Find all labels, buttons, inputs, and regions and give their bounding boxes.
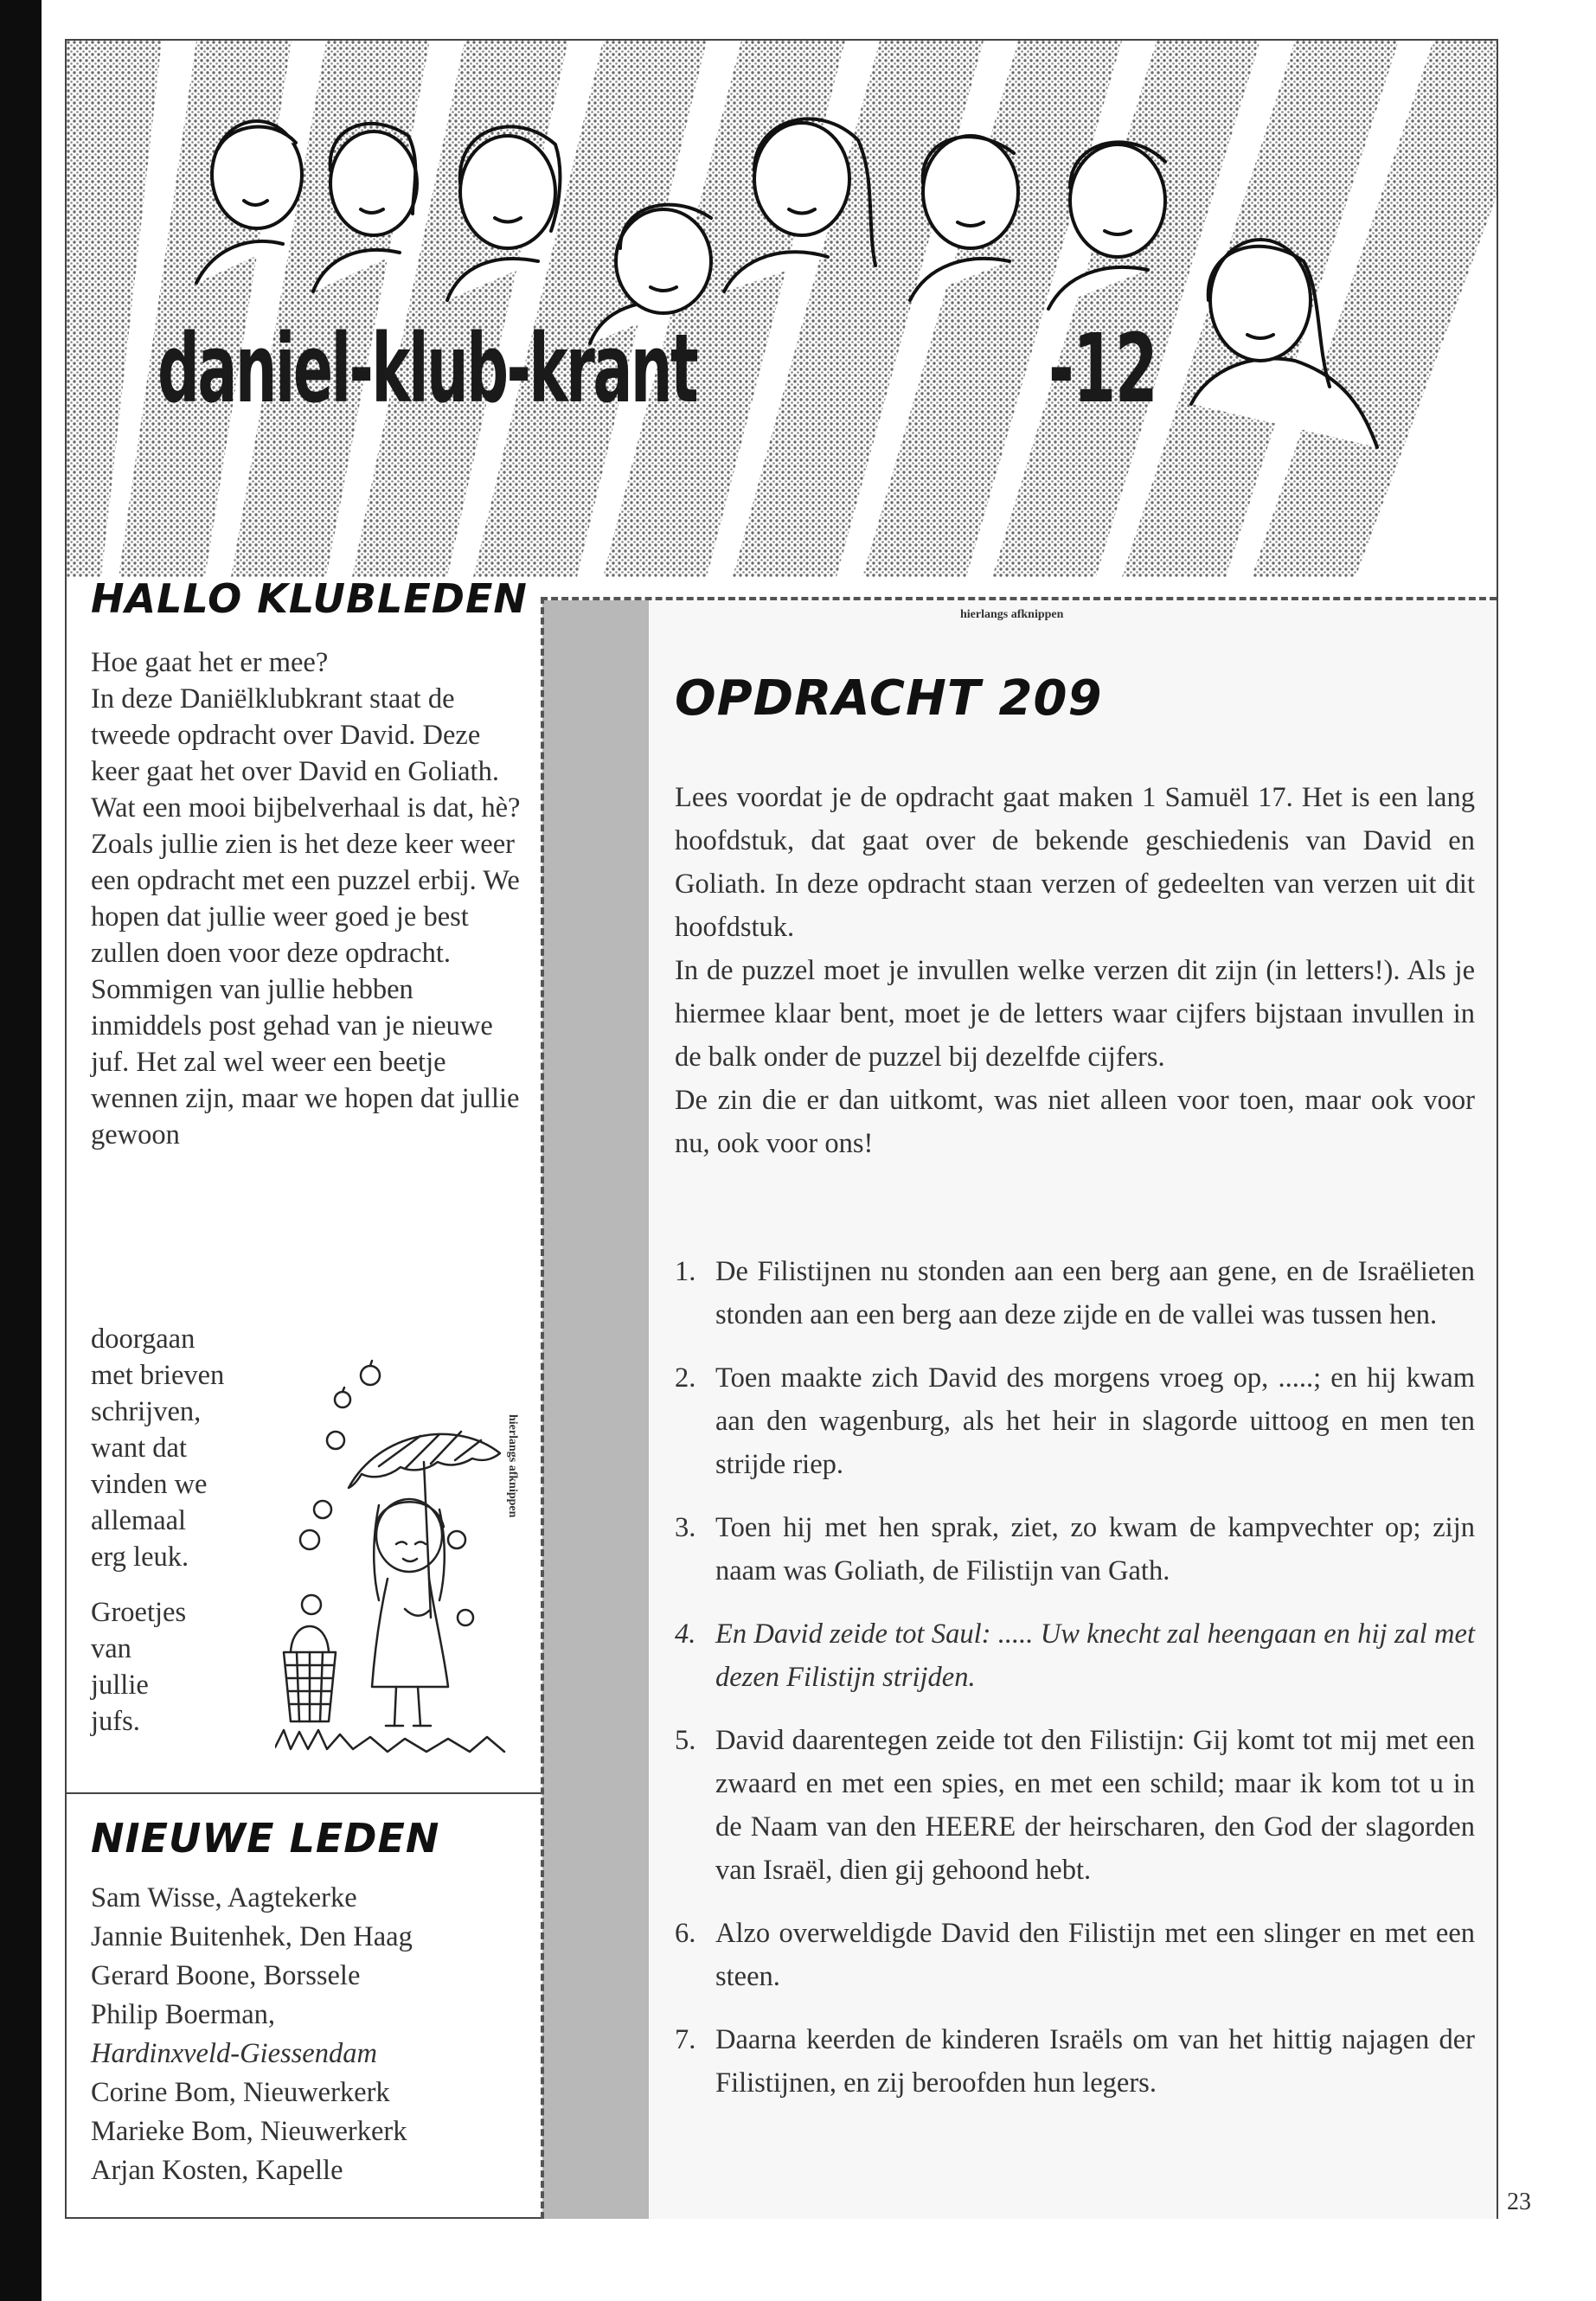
verse-item: [675, 1612, 1475, 1699]
verse-number: 7.: [675, 2024, 696, 2055]
text-line: allemaal: [91, 1505, 187, 1536]
list-item: Corine Bom, Nieuwerkerk: [91, 2077, 390, 2108]
text-line: erg leuk.: [91, 1541, 189, 1573]
welcome-paragraph: Hoe gaat het er mee?: [91, 647, 329, 678]
new-members-list: [91, 1879, 532, 2190]
list-item: Marieke Bom, Nieuwerkerk: [91, 2116, 407, 2147]
cut-label-vertical: hierlangs afknippen: [506, 1414, 519, 1518]
masthead-illustration: [67, 41, 1497, 577]
verse-item: [675, 2018, 1475, 2105]
assignment-intro: [675, 776, 1475, 1165]
welcome-text: [91, 644, 528, 1153]
verse-item: [675, 1506, 1475, 1593]
cut-margin-strip: [542, 600, 649, 2219]
list-item: Gerard Boone, Borssele: [91, 1960, 361, 1991]
page-number: 23: [1507, 2189, 1531, 2215]
assignment-heading: OPDRACHT 209: [675, 670, 1103, 727]
text-line: want dat: [91, 1433, 188, 1464]
greeting-line: van: [91, 1633, 131, 1664]
verse-text: En David zeide tot Saul: ..... Uw knecht zal heengaan en hij zal met dezen Filistijn strijden.: [715, 1618, 1475, 1693]
scan-edge: [0, 0, 42, 2301]
list-item: Arjan Kosten, Kapelle: [91, 2155, 343, 2186]
text-line: met brieven: [91, 1360, 225, 1391]
verse-text: Toen maakte zich David des morgens vroeg op, .....; en hij kwam aan den wagenburg, als het heir in slagorde uittoog en men ten strijde riep.: [715, 1362, 1475, 1480]
masthead-title: daniel-klub-krant: [157, 313, 697, 424]
verse-item: [675, 1912, 1475, 1998]
list-item: Hardinxveld-Giessendam: [91, 2038, 377, 2069]
intro-paragraph: In de puzzel moet je invullen welke verzen dit zijn (in letters!). Als je hiermee klaar bent, moet je de letters waar cijfers bijstaan invullen in de balk onder de puzzel bij dezelfde cijfers.: [675, 955, 1475, 1073]
text-line: doorgaan: [91, 1324, 195, 1355]
greeting: [91, 1594, 264, 1740]
masthead: [67, 41, 1497, 577]
verse-text: Toen hij met hen sprak, ziet, zo kwam de kampvechter op; zijn naam was Goliath, de Filistijn van Gath.: [715, 1512, 1475, 1586]
verse-text: David daarentegen zeide tot den Filistijn: Gij komt tot mij met een zwaard en met een spies, en met een schild; maar ik kom tot u in de Naam van den HEERE der heirscharen, den God der slagorden van Israël, dien gij gehoond hebt.: [715, 1725, 1475, 1886]
list-item: Sam Wisse, Aagtekerke: [91, 1882, 357, 1913]
welcome-heading: HALLO KLUBLEDEN: [91, 575, 528, 622]
welcome-paragraph: Zoals jullie zien is het deze keer weer een opdracht met een puzzel erbij. We hopen dat jullie weer goed je best zullen doen voor deze opdracht.: [91, 829, 520, 969]
welcome-paragraph: Sommigen van jullie hebben inmiddels post gehad van je nieuwe juf. Het zal wel weer een beetje wennen zijn, maar we hopen dat jullie gewoon: [91, 974, 520, 1150]
verse-item: [675, 1719, 1475, 1892]
verse-text: Alzo overweldigde David den Filistijn met een slinger en met een steen.: [715, 1918, 1475, 1992]
greeting-line: Groetjes: [91, 1597, 187, 1628]
cut-line-left: [541, 597, 544, 2219]
section-divider: [67, 1792, 541, 1794]
verse-number: 4.: [675, 1618, 696, 1650]
issue-number: -12: [1048, 313, 1157, 424]
verse-number: 2.: [675, 1362, 696, 1394]
verse-list: [675, 1250, 1475, 2125]
list-item: Jannie Buitenhek, Den Haag: [91, 1921, 413, 1952]
text-line: schrijven,: [91, 1396, 202, 1427]
intro-paragraph: Lees voordat je de opdracht gaat maken 1 Samuël 17. Het is een lang hoofdstuk, dat gaat over de bekende geschiedenis van David en Goliath. In deze opdracht staan verzen of gedeelten van verzen uit dit hoofdstuk.: [675, 782, 1475, 943]
verse-item: [675, 1356, 1475, 1486]
greeting-line: jufs.: [91, 1706, 140, 1737]
text-line: vinden we: [91, 1469, 208, 1500]
cut-label: hierlangs afknippen: [960, 608, 1064, 621]
intro-paragraph: De zin die er dan uitkomt, was niet alleen voor toen, maar ook voor nu, ook voor ons!: [675, 1085, 1475, 1159]
cut-line-top: [541, 597, 1497, 600]
welcome-continuation: [91, 1321, 298, 1575]
girl-with-umbrella-illustration: [275, 1358, 517, 1765]
list-item: Philip Boerman,: [91, 1999, 276, 2030]
verse-text: De Filistijnen nu stonden aan een berg aan gene, en de Israëlieten stonden aan een berg aan deze zijde en de vallei was tussen hen.: [715, 1256, 1475, 1330]
new-members-heading: NIEUWE LEDEN: [91, 1815, 440, 1862]
verse-number: 5.: [675, 1725, 696, 1756]
verse-item: [675, 1250, 1475, 1336]
verse-number: 6.: [675, 1918, 696, 1949]
verse-number: 1.: [675, 1256, 696, 1287]
welcome-paragraph: In deze Daniëlklubkrant staat de tweede opdracht over David. Deze keer gaat het over David en Goliath. Wat een mooi bijbelverhaal is dat, hè?: [91, 683, 521, 824]
verse-number: 3.: [675, 1512, 696, 1543]
greeting-line: jullie: [91, 1670, 149, 1701]
verse-text: Daarna keerden de kinderen Israëls om van het hittig najagen der Filistijnen, en zij beroofden hun legers.: [715, 2024, 1475, 2099]
